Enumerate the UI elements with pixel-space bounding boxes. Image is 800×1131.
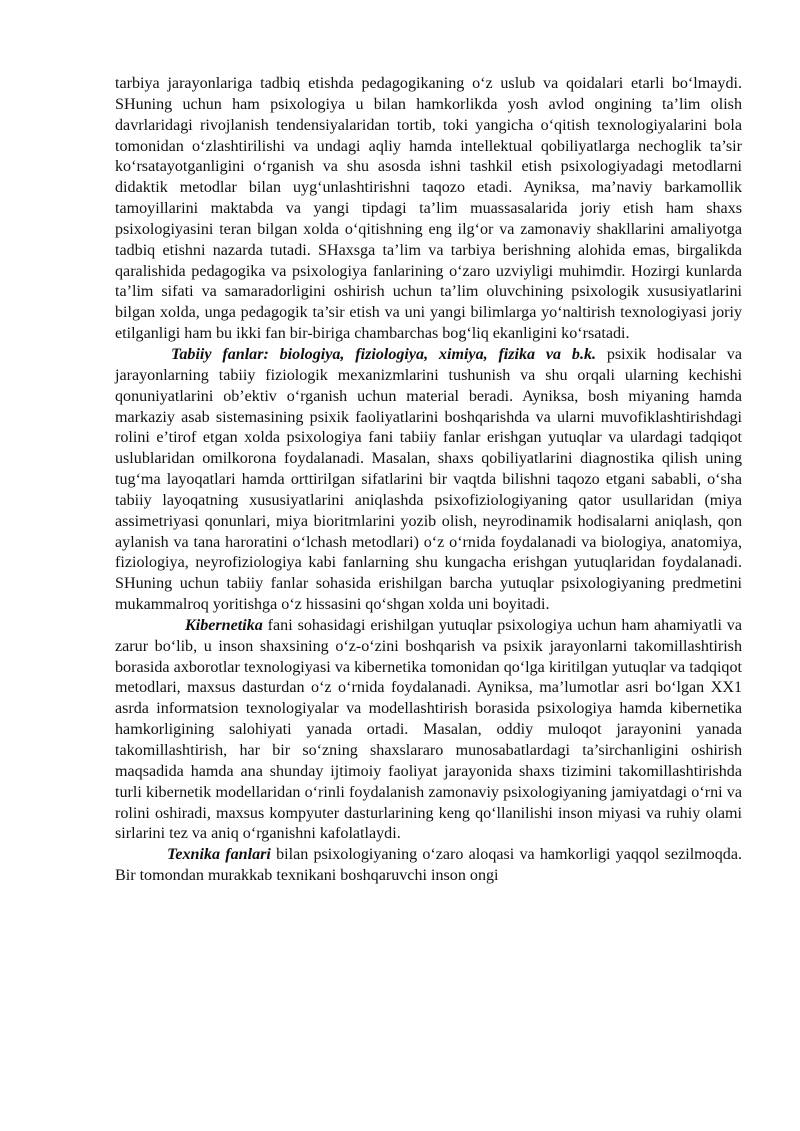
paragraph-text: bilan psixologiyaning o‘zaro aloqasi va hamkorligi yaqqol sezilmoqda. Bir tomondan murakkab texnikani boshqaruvchi inson ongi (115, 846, 742, 885)
paragraph-cybernetics (115, 616, 742, 845)
paragraph-natural-sciences (115, 345, 742, 616)
paragraph-text: fani sohasidagi erishilgan yutuqlar psixologiya uchun ham ahamiyatli va zarur bo‘lib, u inson shaxsining o‘z-o‘zini boshqarish va psixik jarayonlarni takomillashtirish borasida axborotlar texnologiyasi va kibernetika tomonidan qo‘lga kiritilgan yutuqlar va tadqiqot metodlari, maxsus dasturdan o‘z o‘rnida foydalanadi. Ayniksa, ma’lumotlar asri bo‘lgan XX1 asrda informatsion texnologiyalar va modellashtirish borasida psixologiya hamda kibernetika hamkorligining salohiyati yanada ortadi. Masalan, oddiy muloqot jarayonini yanada takomillashtirish, har bir so‘zning shaxslararo munosabatlardagi ta’sirchanligini oshirish maqsadida hamda ana shunday ijtimoiy faoliyat jarayonida shaxs tizimini takomillashtirishda turli kibernetik modellaridan o‘rinli foydalanish zamonaviy psixologiyaning jamiyatdagi o‘rni va rolini oshiradi, maxsus kompyuter dasturlarining keng qo‘llanilishi inson miyasi va ruhiy olami sirlarini tez va aniq o‘rganishni kafolatlaydi. (115, 616, 742, 843)
heading-natural-sciences: Tabiiy fanlar: biologiya, fiziologiya, ximiya, fizika va b.k. (171, 345, 597, 363)
heading-cybernetics: Kibernetika (185, 616, 263, 634)
paragraph-text: tarbiya jarayonlariga tadbiq etishda pedagogikaning o‘z uslub va qoidalari etarli bo‘lmaydi. SHuning uchun ham psixologiya u bilan hamkorlikda yosh avlod ongining ta’lim olish davrlaridagi rivojlanish tendensiyalaridan tortib, toki yangicha o‘qitish texnologiyalarini bola tomonidan o‘zlashtirilishi va undagi aqliy hamda intellektual qobiliyatlarga nechoglik ta’sir ko‘rsatayotganligini o‘rganish va shu asosda ishni tashkil etish psixologiyadagi metodlarni didaktik metodlar bilan uyg‘unlashtirishni taqozo etadi. Ayniksa, ma’naviy barkamollik tamoyillarini maktabda va yangi tipdagi ta’lim muassasalarida joriy etish ham shaxs psixologiyasini teran bilgan xolda o‘qitishning eng ilg‘or va zamonaviy shakllarini amaliyotga tadbiq etishni nazarda tutadi. SHaxsga ta’lim va tarbiya berishning alohida emas, birgalikda qaralishida pedagogika va psixologiya fanlarining o‘zaro uzviyligi muhimdir. Hozirgi kunlarda ta’lim sifati va samaradorligini oshirish uchun ta’lim oluvchining psixologik xususiyatlarini bilgan xolda, unga pedagogik ta’sir etish va uni yangi bilimlarga yo‘naltirish texnologiyasi joriy etilganligi ham bu ikki fan bir-biriga chambarchas bog‘liq ekanligini ko‘rsatadi. (115, 75, 742, 343)
heading-technical-sciences: Texnika fanlari (167, 846, 271, 864)
paragraph-pedagogy-psychology (115, 74, 742, 345)
document-page (115, 74, 742, 887)
paragraph-text: psixik hodisalar va jarayonlarning tabiiy fiziologik mexanizmlarini tushunish va shu orqali ularning kechishi qonuniyatlarini ob’ektiv o‘rganish uchun material beradi. Ayniksa, bosh miyaning hamda markaziy asab sistemasining psixik faoliyatlarini boshqarishda va ularni muvofiklashtirishdagi rolini e’tirof etgan xolda psixologiya fani tabiiy fanlar erishgan yutuqlar va ulardagi tadqiqot uslublaridan omilkorona foydalanadi. Masalan, shaxs qobiliyatlarini diagnostika qilish uning tug‘ma layoqatlari hamda orttirilgan sifatlarini bir vaqtda bilishni taqozo etgani sababli, o‘sha tabiiy layoqatning xususiyatlarini aniqlashda psixofiziologiyaning qator usullaridan (miya assimetriyasi qonunlari, miya bioritmlarini yozib olish, neyrodinamik hodisalarni aniqlash, qon aylanish va tana haroratini o‘lchash metodlari) o‘z o‘rnida foydalanadi va biologiya, anatomiya, fiziologiya, neyrofiziologiya kabi fanlarning shu kungacha erishgan yutuqlaridan foydalanadi. SHuning uchun tabiiy fanlar sohasida erishilgan barcha yutuqlar psixologiyaning predmetini mukammalroq yoritishga o‘z hissasini qo‘shgan xolda uni boyitadi. (115, 345, 742, 614)
paragraph-technical-sciences (115, 845, 742, 887)
